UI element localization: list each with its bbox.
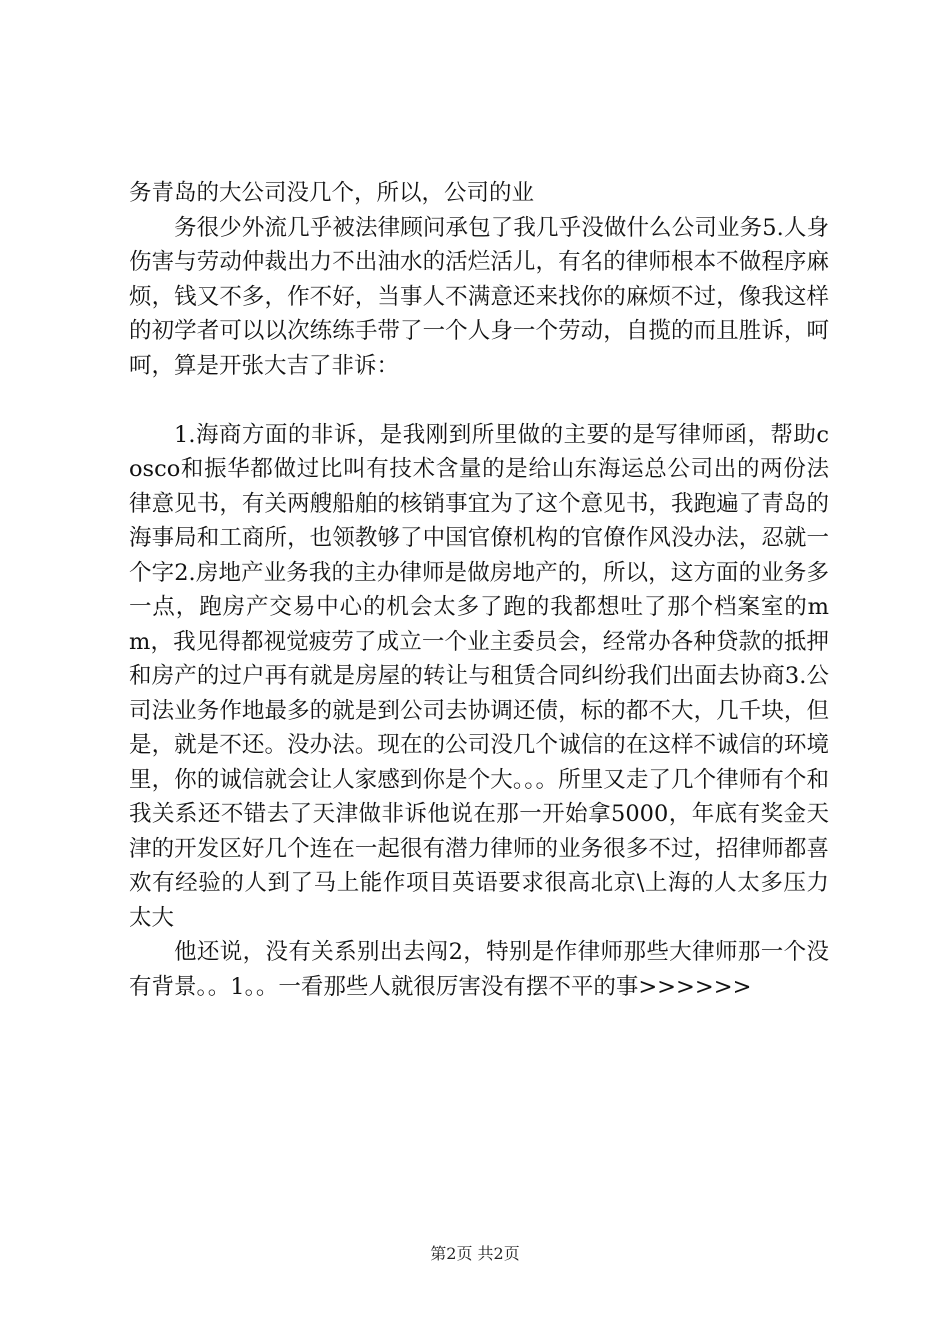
paragraph-4: 他还说，没有关系别出去闯2，特别是作律师那些大律师那一个没有背景。。1。。一看那些人就很厉害没有摆不平的事>>>>>> bbox=[129, 939, 829, 1000]
paragraph-2: 务很少外流几乎被法律顾问承包了我几乎没做什么公司业务5.人身伤害与劳动仲裁出力不出油水的活烂活儿，有名的律师根本不做程序麻烦，钱又不多，作不好，当事人不满意还来找你的麻烦不过，像我这样的初学者可以以次练练手带了一个人身一个劳动，自揽的而且胜诉，呵呵，算是开张大吉了非诉： bbox=[129, 214, 829, 379]
paragraph-1: 务青岛的大公司没几个，所以，公司的业 bbox=[129, 180, 535, 206]
document-body bbox=[129, 176, 829, 1004]
page-number-footer: 第2页 共2页 bbox=[430, 1244, 520, 1263]
paragraph-3: 1.海商方面的非诉，是我刚到所里做的主要的是写律师函，帮助cosco和振华都做过比叫有技术含量的是给山东海运总公司出的两份法律意见书，有关两艘船舶的核销事宜为了这个意见书，我跑遍了青岛的海事局和工商所，也领教够了中国官僚机构的官僚作风没办法，忍就一个字2.房地产业务我的主办律师是做房地产的，所以，这方面的业务多一点，跑房产交易中心的机会太多了跑的我都想吐了那个档案室的mm，我见得都视觉疲劳了成立一个业主委员会，经常办各种贷款的抵押和房产的过户再有就是房屋的转让与租赁合同纠纷我们出面去协商3.公司法业务作地最多的就是到公司去协调还债，标的都不大，几千块，但是，就是不还。没办法。现在的公司没几个诚信的在这样不诚信的环境里，你的诚信就会让人家感到你是个大。。。所里又走了几个律师有个和我关系还不错去了天津做非诉他说在那一开始拿5000，年底有奖金天津的开发区好几个连在一起很有潜力律师的业务很多不过，招律师都喜欢有经验的人到了马上能作项目英语要求很高北京\上海的人太多压力太大 bbox=[129, 421, 829, 931]
